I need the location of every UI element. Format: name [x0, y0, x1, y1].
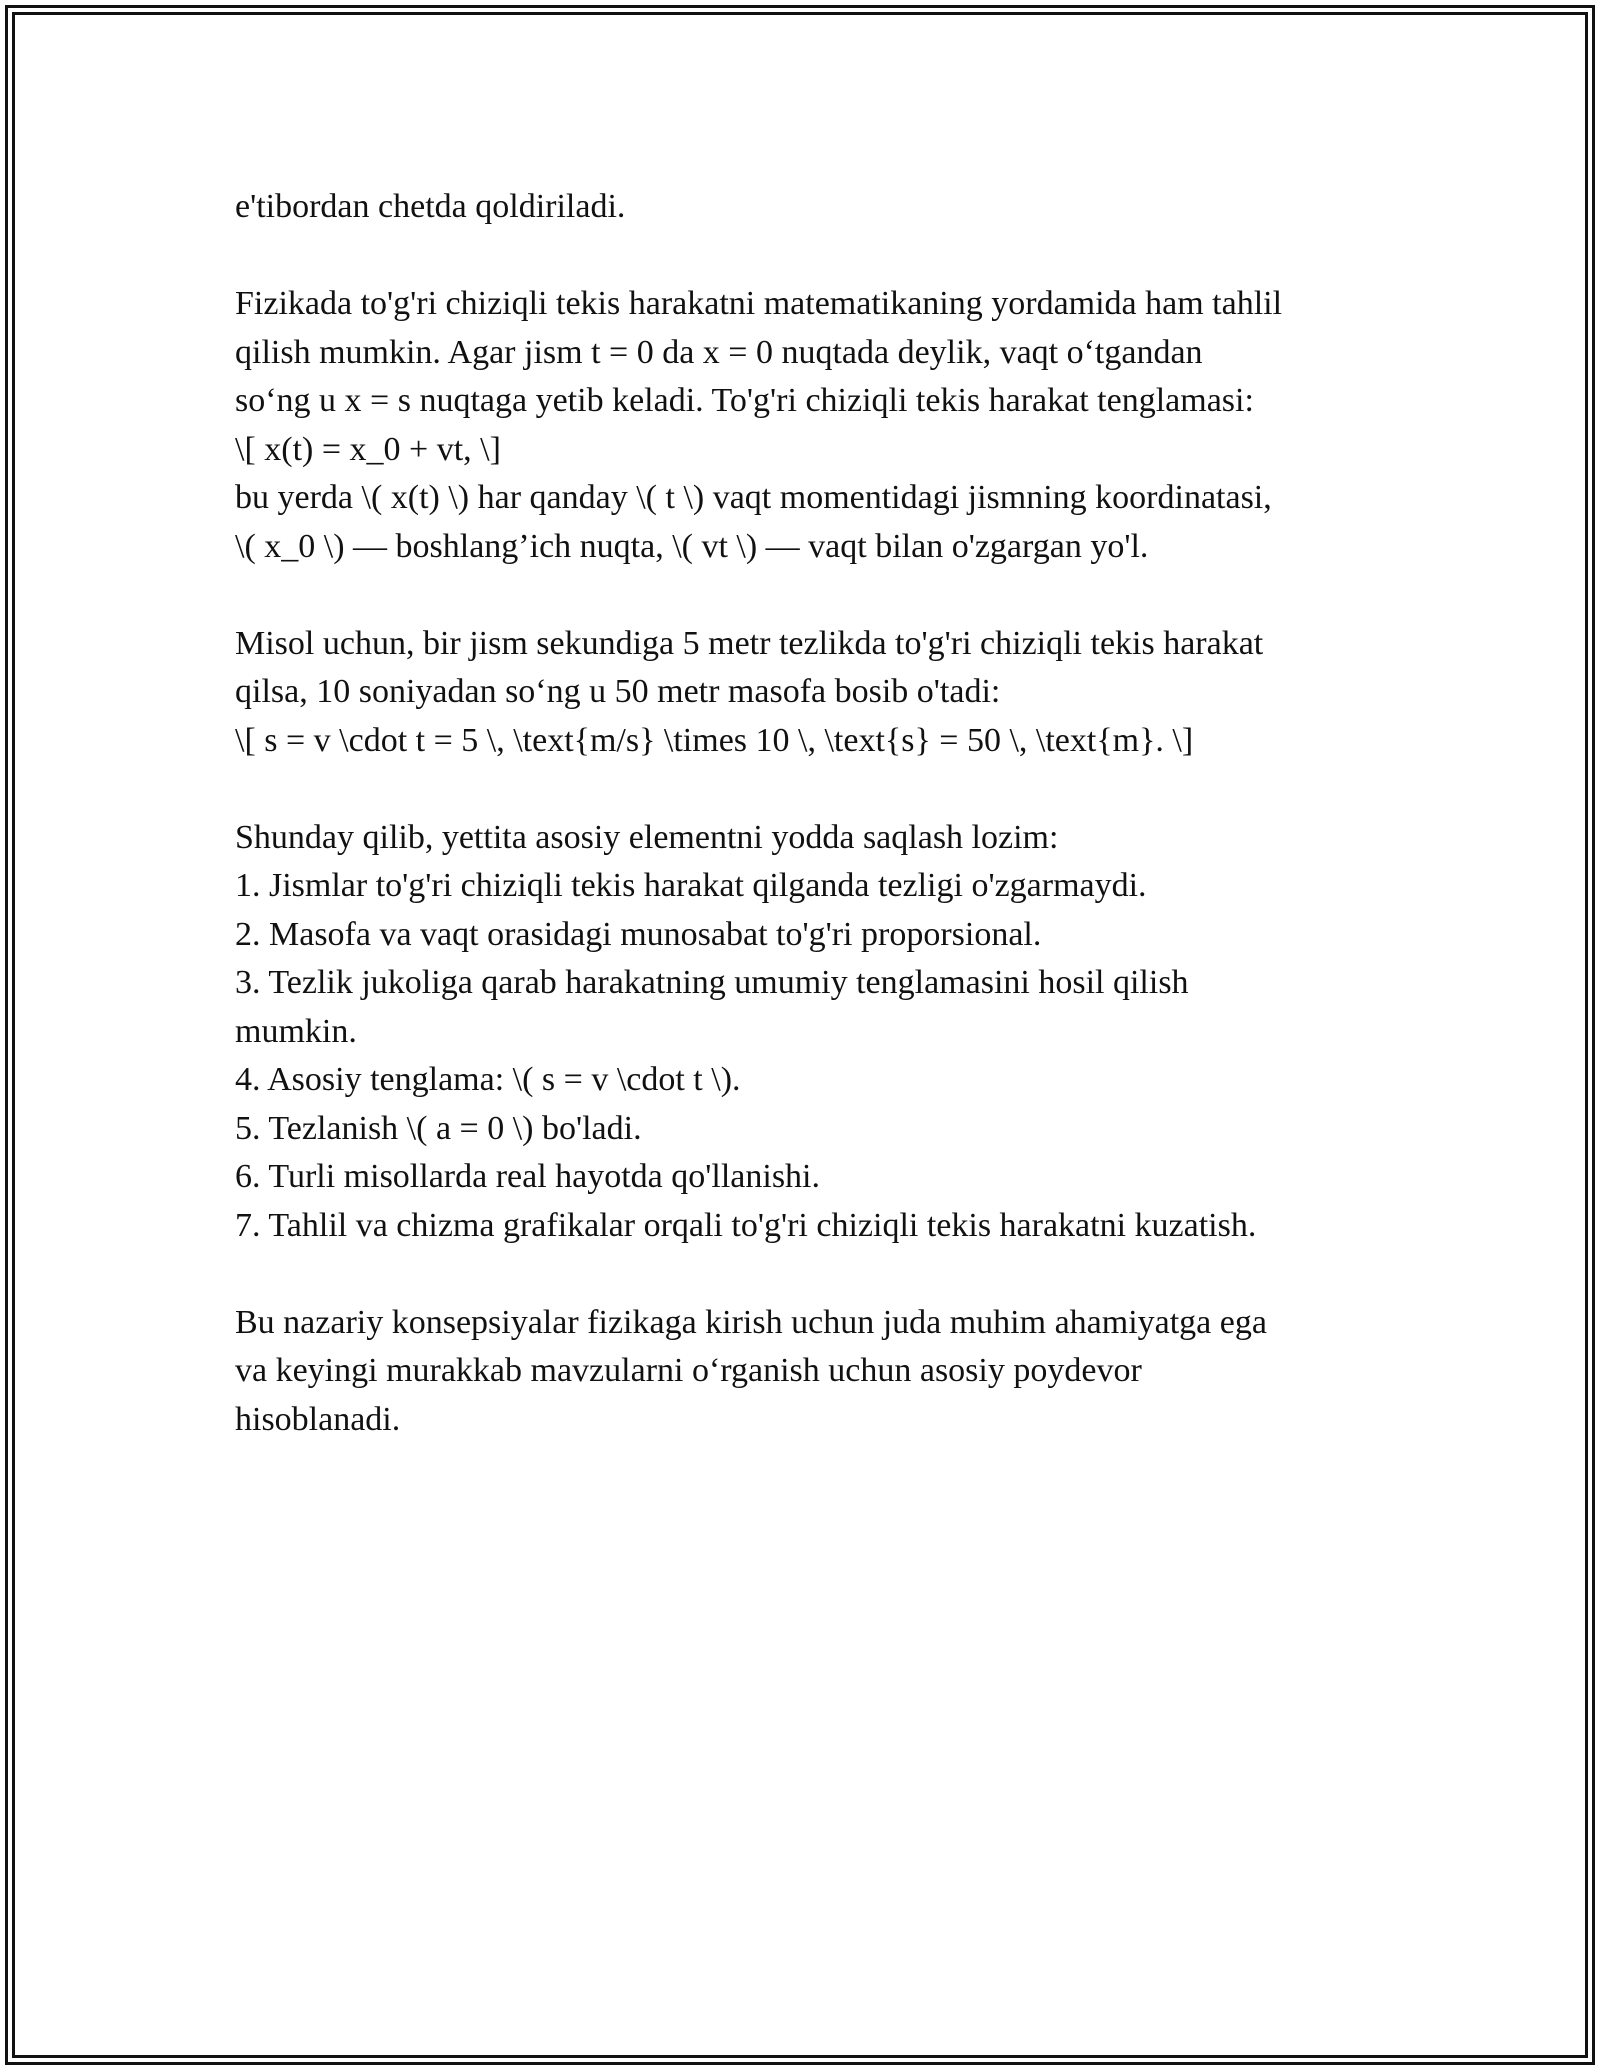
text-line: Misol uchun, bir jism sekundiga 5 metr tezlikda to'g'ri chiziqli tekis harakat [235, 624, 1264, 662]
equation-line: \[ s = v \cdot t = 5 \, \text{m/s} \times 10 \, \text{s} = 50 \, \text{m}. \] [235, 721, 1194, 759]
text-line: qilsa, 10 soniyadan so‘ng u 50 metr masofa bosib o'tadi: [235, 673, 1001, 710]
paragraph-intro-continuation [235, 183, 1395, 232]
text-line: hisoblanadi. [235, 1400, 401, 1438]
text-line: Fizikada to'g'ri chiziqli tekis harakatni matematikaning yordamida ham tahlil [235, 285, 1283, 322]
paragraph-conclusion [235, 1299, 1395, 1445]
list-item-continuation: mumkin. [235, 1012, 357, 1050]
text-line: so‘ng u x = s nuqtaga yetib keladi. To'g'ri chiziqli tekis harakat tenglamasi: [235, 382, 1254, 419]
list-item: 4. Asosiy tenglama: \( s = v \cdot t \). [235, 1061, 741, 1098]
list-item: 7. Tahlil va chizma grafikalar orqali to'g'ri chiziqli tekis harakatni kuzatish. [235, 1206, 1257, 1244]
list-item: 2. Masofa va vaqt orasidagi munosabat to'g'ri proporsional. [235, 915, 1042, 953]
text-line: qilish mumkin. Agar jism t = 0 da x = 0 nuqtada deylik, vaqt o‘tgandan [235, 333, 1203, 371]
paragraph-math-analysis [235, 280, 1395, 571]
text-line: \( x_0 \) — boshlang’ich nuqta, \( vt \) — vaqt bilan o'zgargan yo'l. [235, 527, 1149, 565]
list-item: 3. Tezlik jukoliga qarab harakatning umumiy tenglamasini hosil qilish [235, 964, 1189, 1001]
list-item: 1. Jismlar to'g'ri chiziqli tekis harakat qilganda tezligi o'zgarmaydi. [235, 867, 1147, 904]
paragraph-example [235, 620, 1395, 766]
list-intro: Shunday qilib, yettita asosiy elementni yodda saqlash lozim: [235, 818, 1059, 856]
list-item: 5. Tezlanish \( a = 0 \) bo'ladi. [235, 1109, 642, 1147]
text-line: Bu nazariy konsepsiyalar fizikaga kirish uchun juda muhim ahamiyatga ega [235, 1303, 1267, 1341]
text-line: va keyingi murakkab mavzularni o‘rganish uchun asosiy poydevor [235, 1352, 1142, 1389]
list-item: 6. Turli misollarda real hayotda qo'llanishi. [235, 1158, 821, 1195]
text-line: e'tibordan chetda qoldiriladi. [235, 188, 626, 225]
text-line: bu yerda \( x(t) \) har qanday \( t \) vaqt momentidagi jismning koordinatasi, [235, 479, 1272, 516]
equation-line: \[ x(t) = x_0 + vt, \] [235, 430, 501, 468]
paragraph-key-elements-list [235, 814, 1395, 1251]
document-body [235, 183, 1395, 1444]
